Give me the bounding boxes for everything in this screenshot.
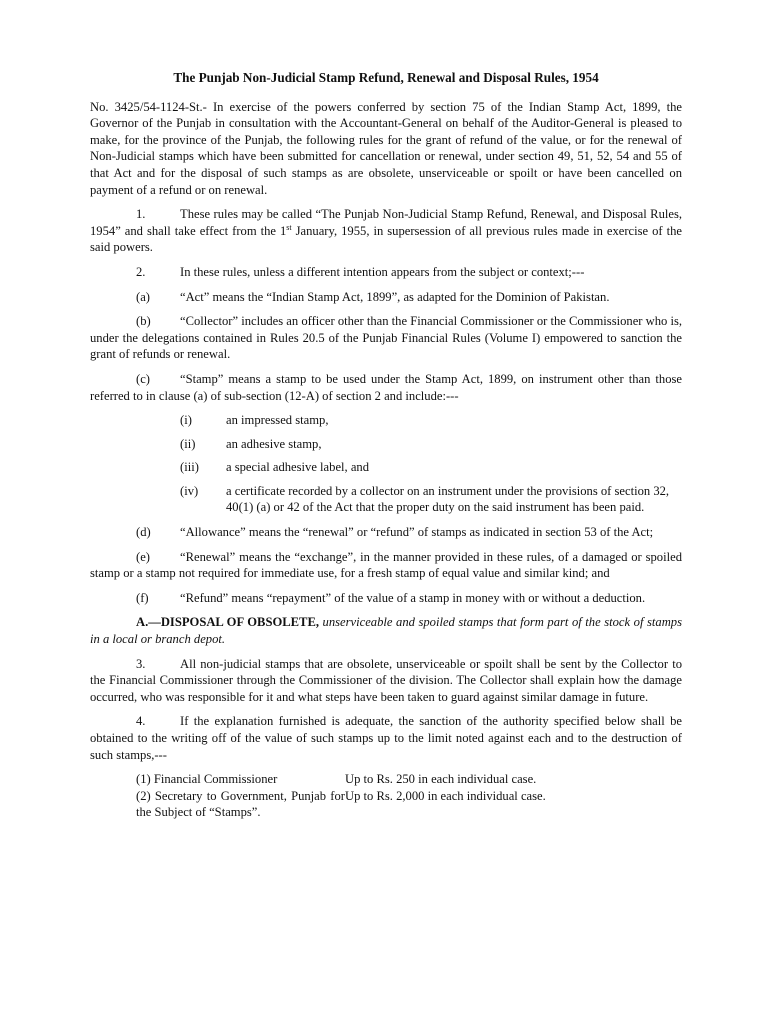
section-a-bold: A.—DISPOSAL OF OBSOLETE, (136, 615, 319, 630)
stamp-types-list (90, 412, 682, 516)
definition-text: “Refund” means “repayment” of the value of a stamp in money with or without a deduction. (180, 590, 646, 605)
authority-cell: (1) Financial Commissioner (136, 772, 278, 787)
rule-2 (90, 264, 682, 281)
list-item-text: a certificate recorded by a collector on an instrument under the provisions of section 32, 40(1) (a) or 42 of the Act that the proper duty on the said instrument has been paid. (226, 483, 670, 515)
rule-number: 3. (136, 656, 146, 671)
list-item-number: (i) (180, 413, 192, 428)
definition-b (90, 313, 682, 363)
section-a-heading (90, 614, 682, 647)
definition-label: (f) (136, 590, 149, 605)
rule-2-text: In these rules, unless a different intention appears from the subject or context;--- (180, 264, 585, 279)
list-item (90, 483, 682, 516)
rule-4-text: If the explanation furnished is adequate, the sanction of the authority specified below shall be obtained to the writing off of the value of such stamps up to the limit noted against each and to the destruction of such stamps,--- (90, 714, 682, 762)
definition-c (90, 371, 682, 404)
rule-1-sup: st (286, 222, 292, 232)
document-page (90, 70, 682, 821)
rule-number: 4. (136, 714, 146, 729)
list-item (90, 412, 682, 429)
rule-number: 1. (136, 207, 146, 222)
rule-3-text: All non-judicial stamps that are obsolete, unserviceable or spoilt shall be sent by the Collector to the Financial Commissioner through the Commissioner of the division. The Collector shall explain how the damage occurred, who was responsible for it and what steps have been taken to guard against similar damage in future. (90, 656, 682, 704)
limit-cell: Up to Rs. 250 in each individual case. (345, 772, 537, 787)
limit-cell: Up to Rs. 2,000 in each individual case. (345, 788, 546, 803)
definition-a (90, 289, 682, 306)
rule-4 (90, 713, 682, 763)
definition-d (90, 524, 682, 541)
rule-1 (90, 206, 682, 256)
list-item-number: (ii) (180, 436, 196, 451)
document-title: The Punjab Non-Judicial Stamp Refund, Renewal and Disposal Rules, 1954 (173, 70, 599, 85)
definition-text: “Act” means the “Indian Stamp Act, 1899”, as adapted for the Dominion of Pakistan. (180, 289, 610, 304)
preamble: No. 3425/54-1124-St.- In exercise of the powers conferred by section 75 of the Indian Stamp Act, 1899, the Governor of the Punjab in consultation with the Accountant-General on behalf of the Auditor-General is pleased to make, for the province of the Punjab, the following rules for the grant of refund of the value, or for the renewal of Non-Judicial stamps which have been submitted for cancellation or renewal, under section 49, 51, 52, 54 and 55 of that Act and for the disposal of such stamps as are obsolete, unserviceable or spoilt or have been cancelled on payment of a refund or on renewal. (90, 99, 682, 197)
definition-label: (b) (136, 314, 151, 329)
rule-number: 2. (136, 264, 146, 279)
list-item-number: (iii) (180, 460, 199, 475)
definition-label: (e) (136, 549, 150, 564)
section-a-italic: unserviceable and spoiled stamps that form part of the stock of stamps in a local or branch depot. (90, 615, 682, 647)
list-item-text: a special adhesive label, and (226, 460, 370, 475)
definition-e (90, 549, 682, 582)
rule-1-text-a: These rules may be called “The Punjab Non-Judicial Stamp Refund, Renewal, and Disposal Rules, 1954” and shall take effect from the 1 (90, 207, 682, 238)
definition-text: “Stamp” means a stamp to be used under the Stamp Act, 1899, on instrument other than those referred to in clause (a) of sub-section (12-A) of section 2 and include:--- (90, 371, 682, 403)
list-item-text: an adhesive stamp, (226, 436, 322, 451)
definition-label: (d) (136, 525, 151, 540)
list-item-number: (iv) (180, 483, 199, 498)
definition-label: (c) (136, 371, 150, 386)
rule-3 (90, 656, 682, 706)
rule-1-text-b: January, 1955, in supersession of all previous rules made in exercise of the said powers. (90, 223, 683, 255)
definition-text: “Collector” includes an officer other than the Financial Commissioner or the Commissioner who is, under the delegations contained in Rules 20.5 of the Punjab Financial Rules (Volume I) empowered to sanction the grant of refunds or renewal. (90, 314, 683, 362)
definition-text: “Renewal” means the “exchange”, in the manner provided in these rules, of a damaged or spoiled stamp or a stamp not required for immediate use, for a fresh stamp of equal value and similar kind; and (90, 549, 682, 581)
definition-text: “Allowance” means the “renewal” or “refund” of stamps as indicated in section 53 of the Act; (180, 525, 654, 540)
authority-table (90, 771, 682, 821)
authority-cell: (2) Secretary to Government, Punjab for the Subject of “Stamps”. (136, 788, 345, 820)
list-item (90, 459, 682, 476)
definition-label: (a) (136, 289, 150, 304)
definition-f (90, 590, 682, 607)
list-item-text: an impressed stamp, (226, 413, 329, 428)
list-item (90, 436, 682, 453)
